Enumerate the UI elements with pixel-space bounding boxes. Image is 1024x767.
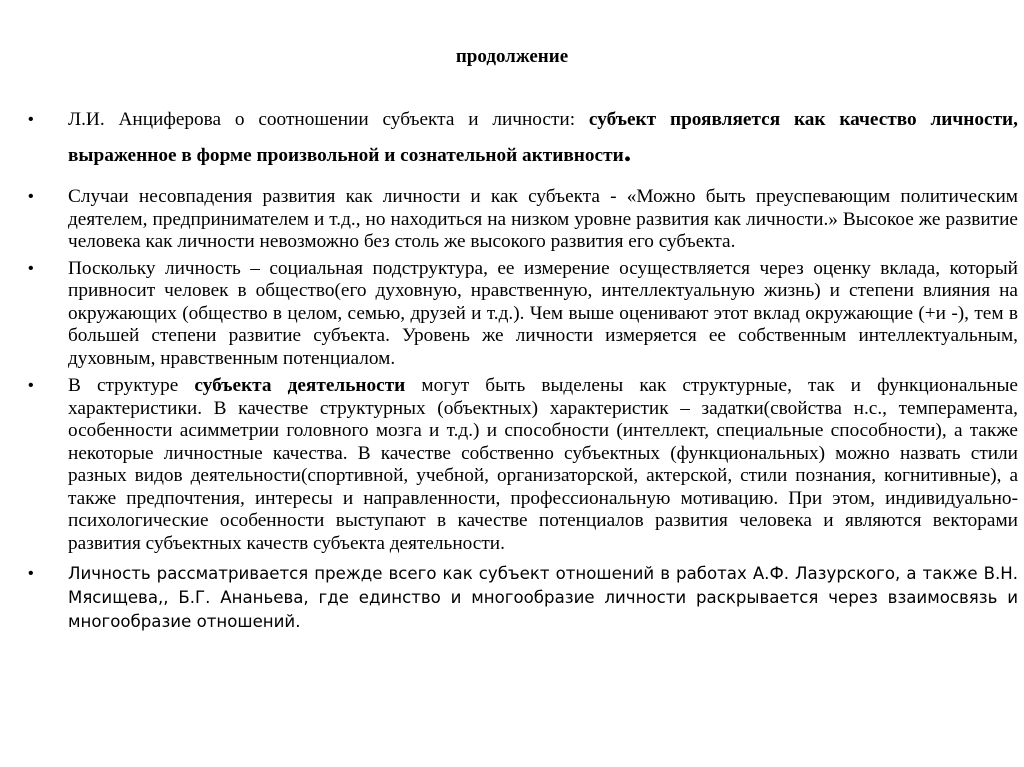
item-end-dot: . [623,135,632,168]
bullet-marker: • [28,565,34,582]
item-text-bold: субъекта деятельности [194,375,406,396]
bullet-item-structure [28,375,1018,555]
item-text: Случаи несовпадения развития как личности и как субъекта - «Можно быть преуспевающим политическим деятелем, предпринимателем и т.д., но находиться на низком уровне развития как личности.» Высокое же развитие человека как личности невозможно без столь же высокого развития его субъекта. [68,186,1018,252]
bullet-list [28,102,1018,634]
bullet-item-mismatch [28,186,1018,254]
item-text-plain: Л.И. Анциферова о соотношении субъекта и личности: [68,109,589,130]
bullet-marker: • [28,111,34,128]
bullet-item-measurement [28,258,1018,371]
bullet-marker: • [28,377,34,394]
bullet-item-ancyferova [28,102,1018,174]
bullet-item-relations [28,562,1018,634]
item-text: Личность рассматривается прежде всего как субъект отношений в работах А.Ф. Лазурского, а также В.Н. Мясищева,, Б.Г. Ананьева, где единство и многообразие личности раскрывается через взаимосвязь и многообразие отношений. [68,564,1018,631]
slide-title: продолжение [455,46,569,67]
item-text: Поскольку личность – социальная подструктура, ее измерение осуществляется через оценку вклада, который привносит человек в общество(его духовную, нравственную, интеллектуальную жизнь) и степени влияния на окружающих (общество в целом, семью, друзей и т.д.). Чем выше оценивают этот вклад окружающие (+и -), тем в большей степени развитие субъекта. Уровень же личности измеряется ее собственным интеллектуальным, духовным, нравственным потенциалом. [68,257,1018,369]
bullet-marker: • [28,259,34,277]
item-text-bold: субъект проявляется как качество личности, выраженное в форме произвольной и сознательной активности [68,109,1018,166]
item-text-after: могут быть выделены как структурные, так и функциональные характеристики. В качестве структурных (объектных) характеристик – задатки(свойства н.с., темперамента, особенности асимметрии головного мозга и т.д.) и способности (интеллект, специальные способности), а также некоторые личностные качества. В качестве собственно субъектных (функциональных) можно назвать стили разных видов деятельности(спортивной, учебной, организаторской, актерской, стили познания, когнитивные), а также предпочтения, интересы и направленности, профессиональную мотивацию. При этом, индивидуально-психологические особенности выступают в качестве потенциалов развития человека и являются векторами развития субъектных качеств субъекта деятельности. [68,375,1018,554]
item-text-before: В структуре [68,375,195,396]
bullet-marker: • [28,188,34,205]
